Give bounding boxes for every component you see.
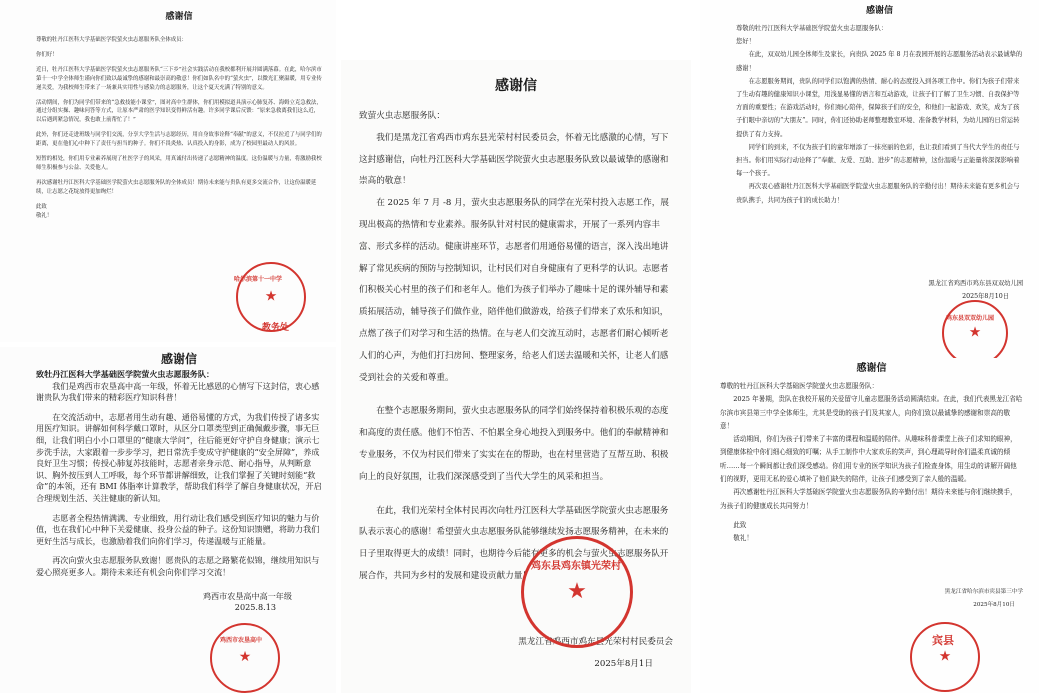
letter-closing: 敬礼！ [36,212,53,219]
seal-label: 鸡东县鸡东镇光荣村 [531,561,621,572]
seal-star-icon: ★ [264,288,278,305]
letter-date: 2025年8月10日 [973,601,1015,608]
seal-label: 哈尔滨第十一中学 [234,276,283,283]
red-seal-stamp [942,300,1008,366]
letter-paragraph: 此外，你们还走进班级与同学们交流，分享大学生活与志愿经历，用自身故事诠释“奉献”的意义，不仅拉近了与同学们的距离，更在他们心中种下了责任与担当的种子。你们不畏炎热、认真投入的身影，成为了校园里最动人的风景。 [36,132,322,148]
letter-harbin-no11-school [0,0,336,342]
red-seal-stamp [910,622,980,692]
seal-star-icon: ★ [938,648,952,665]
letter-title: 感谢信 [160,352,197,366]
letter-paragraph: 再次感谢牡丹江医科大学基础医学院萤火虫志愿服务队的全体成员！期待未来能与贵队有更多交流合作，让这份温暖延续，让志愿之花绽放得更加绚烂！ [36,179,317,195]
letter-title: 感谢信 [495,78,537,94]
seal-star-icon: ★ [968,324,982,341]
letter-signature: 鸡西市农垦高中高一年级 [202,590,292,601]
letter-paragraph: 活动期间，你们为同学们带来的“急救技能小课堂”，图对高中生群体，你们用模拟道具演示心肺复苏、海姆立克急救法，通过分组实操、趣味问答等方式，让原本严肃的医学知识变得鲜活有趣。许多同学课后反馈：“原来急救离我们这么近，以后遇到紧急情况，我也敢上前帮忙了！” [36,99,322,124]
letter-greeting: 你们好！ [36,51,58,58]
letter-salutation: 尊敬的牡丹江医科大学基础医学院萤火虫志愿服务队： [736,25,888,32]
letter-paragraph: 在整个志愿服务期间，萤火虫志愿服务队的同学们始终保持着积极乐观的态度和高度的责任感。他们不怕苦、不怕累全身心地投入到服务中。他们的奉献精神和专业服务，不仅为村民们带来了实实在在的帮助，也在村里营造了互帮互助、积极向上的良好氛围，让我们深深感受到了当代大学生的风采和担当。 [359,406,669,482]
red-seal-stamp [210,623,280,693]
letter-paragraph: 短暂的相处，你们用专业素养展现了杜医学子的风采，用真诚付出传递了志愿精神的温度。这份温暖与力量，将激励我校师生积极参与公益、关爱他人。 [36,156,322,171]
letter-salutation: 尊敬的牡丹江医科大学基础医学院萤火虫志愿服务队全体成员： [36,37,187,43]
seal-department: 教务处 [262,323,290,333]
letter-paragraph: 在 2025 年 7 月 -8 月，萤火虫志愿服务队的同学在光荣村投入志愿工作，展现出极高的热情和专业素养。服务队针对村民的健康需求，开展了一系列内容丰富、形式多样的活动。健康讲座环节，志愿者们用通俗易懂的语言，深入浅出地讲解了常见疾病的预防与控制知识，让村民们对自身健康有了更科学的认识。志愿者们积极关心村里的孩子们和老年人。他们为孩子们举办了趣味十足的课外辅导和素质拓展活动，辅导孩子们做作业，陪伴他们做游戏，给孩子们带来了欢乐和知识，点燃了孩子们对学习和生活的热情。在与老人们交流互动时，志愿者们耐心倾听老人们的心声，为他们打扫房间、整理家务，给老人们送去温暖和关怀，让老人们感受到社会的关爱和尊重。 [359,198,669,383]
seal-star-icon: ★ [567,579,587,605]
seal-label: 鸡西市农垦高中 [220,637,263,644]
seal-label: 宾县 [932,634,954,647]
letter-date: 2025年8月1日 [594,658,653,669]
letter-paragraph: 同学们的到来，不仅为孩子们的童年增添了一抹亮丽的色彩，也让我们看到了当代大学生的责任与担当。你们用实际行动诠释了“奉献、友爱、互助、进步”的志愿精神，这份温暖与正能量将深深影响着每一个孩子。 [736,143,1020,178]
letter-paragraph: 我们是鸡西市农垦高中高一年级，怀着无比感恩的心情写下这封信，衷心感谢贵队为我们带来的精彩医疗知识科普！ [36,380,320,403]
letter-paragraph: 在志愿服务期间，贵队的同学们以饱满的热情、耐心的态度投入到各项工作中。你们为孩子们带来了生动有趣的健康知识小课堂，用浅显易懂的语言和互动游戏，让孩子们了解了卫生习惯、自我保护等方面的重要性；在游戏活动时，你们细心陪伴，保障孩子们的安全，和他们一起游戏、欢笑，成为了孩子们眼中亲切的“大朋友”。同时，你们还协助老师整理教室环境、准备教学材料，为幼儿园的日常运转提供了有力支持。 [736,77,1020,138]
red-seal-stamp [236,262,306,332]
letter-paragraph: 在交流活动中，志愿者用生动有趣、通俗易懂的方式，为我们传授了诸多实用医疗知识。讲解如何科学戴口罩时，从区分口罩类型到正确佩戴步骤，事无巨细，让我们明白小小口罩里的“健康大学问”，往后能更好守护自身健康；演示七步洗手法，大家跟着一步步学习，把日常洗手变成守护健康的“安全屏障”，养成良好卫生习惯；传授心肺复苏技能时，志愿者亲身示范、耐心指导，从判断意识、胸外按压到人工呼吸，每个环节都讲解细致，让我们掌握了关键时刻能“救命”的本领，还有 BMI 体脂率计算教学，帮助我们科学了解自身健康状况，开启合理规划生活、关注健康的新认知。 [36,411,322,503]
letter-date: 2025年8月10日 [962,293,1009,301]
letter-paragraph: 志愿者全程热情满满、专业细致，用行动让我们感受到医疗知识的魅力与价值，也在我们心中种下关爱健康、投身公益的种子。这份知识馈赠，将助力我们更好生活与成长，也激励着我们向你们学习，传递温暖与正能量。 [36,512,320,546]
letter-paragraph: 再次感谢牡丹江医科大学基础医学院萤火虫志愿服务队的辛勤付出！期待未来能与你们继续携手，为孩子们的健康成长共同努力！ [720,488,1017,510]
letter-paragraph: 2025 年暑期，贵队在我校开展的关爱留守儿童志愿服务活动圆满结束。在此，我们代表黑龙江省哈尔滨市宾县第三中学全体师生，尤其是受助的孩子们及其家人，向你们致以最诚挚的感谢和崇高的敬意！ [720,395,1023,430]
letter-paragraph: 在此，我们光荣村全体村民再次向牡丹江医科大学基础医学院萤火虫志愿服务队表示衷心的感谢！希望萤火虫志愿服务队能够继续发扬志愿服务精神，在未来的日子里取得更大的成绩！同时，也期待今后能有更多的机会与萤火虫志愿服务队开展合作，共同为乡村的发展和建设贡献力量！ [359,505,669,581]
letter-greeting: 您好！ [736,38,755,46]
letter-binxian-no3-school [700,358,1039,693]
letter-paragraph: 在此，双双幼儿园全体师生及家长，向贵队 2025 年 8 月在我园开展的志愿服务活动表示最诚挚的感谢！ [736,51,1023,72]
letter-guangrong-village [341,60,691,693]
letter-closing: 此致 [36,203,47,210]
letter-salutation: 致牡丹江医科大学基础医学院萤火虫志愿服务队： [36,369,215,379]
letter-salutation: 致萤火虫志愿服务队： [359,111,445,121]
letter-title: 感谢信 [165,12,193,22]
letter-closing: 敬礼！ [733,534,753,543]
letter-paragraph: 再次衷心感谢牡丹江医科大学基础医学院萤火虫志愿服务队的辛勤付出！期待未来能有更多机会与贵队携手，共同为孩子们的成长助力！ [736,183,1020,204]
letter-signature: 黑龙江省鸡西市鸡东县双双幼儿园 [928,279,1023,287]
letter-date: 2025.8.13 [234,602,276,613]
letter-nongken-high-school [0,347,336,693]
letter-paragraph: 活动期间，你们为孩子们带来了丰富的课程和温暖的陪伴。从趣味科普课堂上孩子们求知的眼神，到健康体检中你们细心细致的叮嘱；从手工制作中大家欢乐的笑声，到心理疏导时你们温柔真诚的倾听……每一个瞬间都让我们深受感动。你们用专业的医学知识为孩子们检查身体，用生动的讲解开阔他们的视野，更用无私的爱心填补了他们缺失的陪伴，让孩子们感受到了亲人般的温暖。 [720,435,1017,484]
letter-signature: 黑龙江省哈尔滨市宾县第三中学 [944,588,1023,595]
letter-paragraph: 我们是黑龙江省鸡西市鸡东县光荣村村民委员会，怀着无比感激的心情，写下这封感谢信，向牡丹江医科大学基础医学院萤火虫志愿服务队致以最诚挚的感谢和崇高的敬意！ [359,132,669,187]
red-seal-stamp [521,536,633,648]
letter-paragraph: 再次向萤火虫志愿服务队致谢！愿贵队的志愿之路繁花似锦，继续用知识与爱心照亮更多人。期待未来还有机会向你们学习交流！ [36,555,320,577]
letter-closing: 此致 [733,520,747,529]
letter-title: 感谢信 [865,6,893,16]
seal-star-icon: ★ [238,649,252,666]
seal-label: 鸡东县双双幼儿园 [946,315,995,322]
letter-paragraph: 近日，牡丹江医科大学基础医学院萤火虫志愿服务队“三下乡”社会实践活动在我校都利开展并圆满落幕。在此，哈尔滨市第十一中学全体师生谨向你们致以最诚挚的感谢和最崇高的敬意！你们如队名中的“萤火虫”，以微光汇聚温暖，用专业传递关爱，为我校师生带来了一场兼具实用性与感染力的志愿服务，让这个夏天充满了特别的意义。 [36,66,322,91]
letter-salutation: 尊敬的牡丹江医科大学基础医学院萤火虫志愿服务队： [720,382,879,390]
letter-shuangshuang-kindergarten [700,0,1039,380]
letter-signature: 黑龙江省鸡西市鸡东县光荣村村民委员会 [518,636,673,647]
letter-title: 感谢信 [856,363,887,374]
